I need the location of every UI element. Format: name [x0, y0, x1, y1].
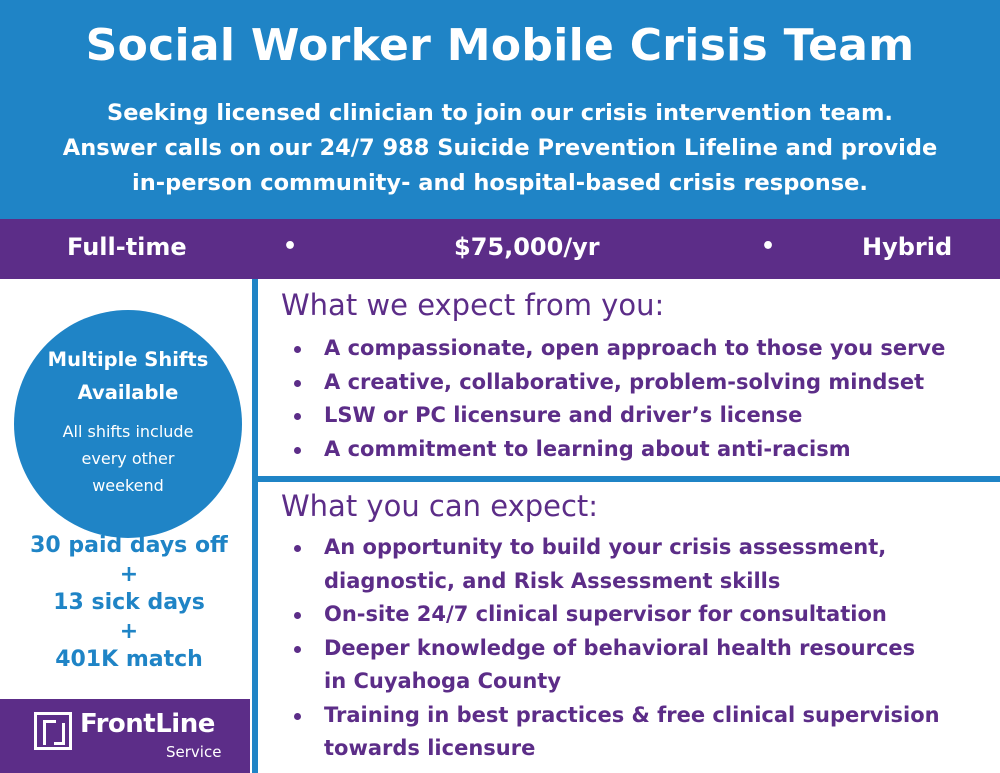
shifts-note-line: All shifts include: [62, 422, 194, 441]
list-item: [279, 598, 940, 632]
separator-dot: •: [283, 234, 298, 259]
list-item-line: Deeper knowledge of behavioral health resources: [324, 635, 916, 660]
list-item-line: diagnostic, and Risk Assessment skills: [324, 568, 781, 593]
list-item: A creative, collaborative, problem-solving mindset: [279, 366, 945, 400]
offer-heading: What you can expect:: [281, 489, 599, 523]
subtitle-line: in-person community- and hospital-based crisis response.: [132, 170, 868, 196]
list-item-line: Training in best practices & free clinical supervision: [324, 702, 940, 727]
benefit-item: 401K match: [55, 647, 203, 672]
list-item: [279, 632, 940, 699]
vertical-divider: [252, 279, 258, 773]
logo-tagline: Service: [166, 743, 222, 761]
offer-list: [279, 531, 940, 766]
shifts-title-line: Available: [77, 381, 179, 404]
frontline-logo: [0, 699, 250, 773]
separator-dot: •: [761, 234, 776, 259]
work-location: Hybrid: [862, 233, 953, 261]
page-title: Social Worker Mobile Crisis Team: [85, 20, 915, 71]
list-item-line: An opportunity to build your crisis assessment,: [324, 535, 887, 559]
shifts-note-line: weekend: [92, 476, 164, 495]
subtitle-line: Answer calls on our 24/7 988 Suicide Prevention Lifeline and provide: [62, 135, 938, 161]
header-banner: [0, 0, 1000, 219]
requirements-heading: What we expect from you:: [281, 288, 665, 322]
list-item-line: towards licensure: [324, 736, 536, 760]
list-item: [279, 699, 940, 766]
horizontal-divider: [258, 476, 1000, 482]
subtitle-line: Seeking licensed clinician to join our crisis intervention team.: [107, 100, 893, 126]
subtitle: [0, 96, 1000, 201]
list-item-line: in Cuyahoga County: [324, 669, 562, 693]
employment-type: Full-time: [67, 233, 187, 261]
shifts-title: [14, 343, 242, 409]
list-item: A commitment to learning about anti-racism: [279, 433, 945, 467]
list-item-line: On-site 24/7 clinical supervisor for consultation: [324, 602, 887, 626]
benefits-list: [0, 532, 258, 675]
frontline-logo-icon: [34, 712, 72, 750]
shifts-note: [14, 418, 242, 499]
logo-name: FrontLine: [80, 709, 215, 739]
benefit-plus: +: [119, 561, 139, 587]
benefit-item: 30 paid days off: [30, 533, 228, 558]
benefit-plus: +: [119, 618, 139, 644]
list-item: [279, 531, 940, 598]
shifts-title-line: Multiple Shifts: [47, 348, 209, 371]
job-summary-band: [0, 219, 1000, 279]
shifts-badge: [14, 310, 242, 538]
shifts-note-line: every other: [81, 449, 175, 468]
requirements-list: [279, 332, 945, 466]
salary: $75,000/yr: [454, 233, 600, 261]
list-item: LSW or PC licensure and driver’s license: [279, 399, 945, 433]
benefit-item: 13 sick days: [53, 590, 205, 615]
list-item: A compassionate, open approach to those you serve: [279, 332, 945, 366]
